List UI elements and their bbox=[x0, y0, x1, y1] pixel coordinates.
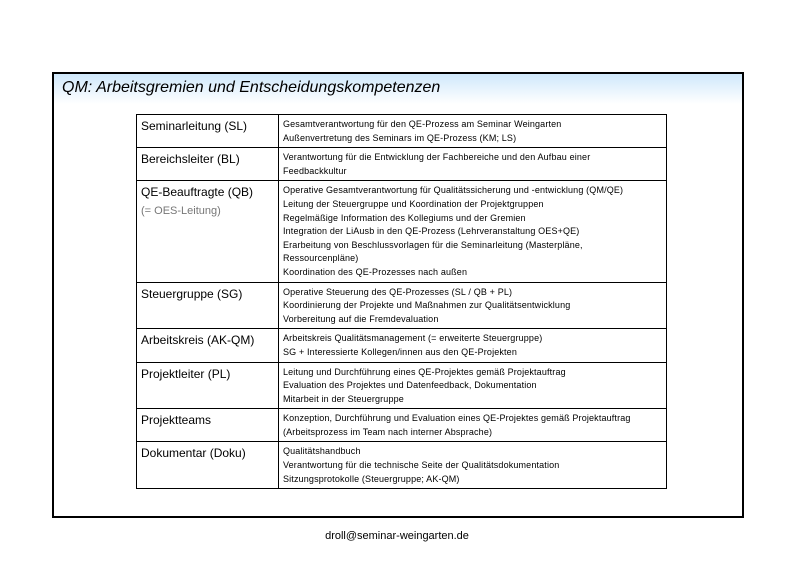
responsibility-cell bbox=[279, 362, 667, 409]
responsibility-line: Vorbereitung auf die Fremdevaluation bbox=[283, 313, 439, 324]
responsibility-line: (Arbeitsprozess im Team nach interner Absprache) bbox=[283, 426, 493, 437]
responsibility-cell bbox=[279, 329, 667, 362]
table-row bbox=[137, 115, 667, 148]
slide-frame bbox=[52, 72, 744, 518]
page-title: QM: Arbeitsgremien und Entscheidungskompetenzen bbox=[62, 79, 441, 96]
table-row bbox=[137, 148, 667, 181]
table-row bbox=[137, 282, 667, 329]
responsibility-cell bbox=[279, 442, 667, 489]
responsibility-line: Gesamtverantwortung für den QE-Prozess am Seminar Weingarten bbox=[283, 119, 562, 129]
responsibility-line: Erarbeitung von Beschlussvorlagen für die Seminarleitung (Masterpläne, bbox=[283, 239, 583, 250]
table-row bbox=[137, 181, 667, 282]
role-cell bbox=[137, 115, 279, 148]
committee-table bbox=[136, 114, 667, 489]
responsibility-line: Verantwortung für die technische Seite der Qualitätsdokumentation bbox=[283, 460, 560, 471]
role-label: Bereichsleiter (BL) bbox=[141, 152, 240, 167]
role-cell bbox=[137, 148, 279, 181]
responsibility-line: Leitung der Steuergruppe und Koordination der Projektgruppen bbox=[283, 198, 544, 209]
role-cell bbox=[137, 282, 279, 329]
committee-table-body bbox=[137, 115, 667, 489]
role-cell bbox=[137, 329, 279, 362]
footer-email: droll@seminar-weingarten.de bbox=[325, 530, 469, 542]
responsibility-line: Koordination des QE-Prozesses nach außen bbox=[283, 266, 468, 277]
title-bar bbox=[54, 74, 742, 104]
responsibility-line: Integration der LiAusb in den QE-Prozess (Lehrveranstaltung OES+QE) bbox=[283, 226, 580, 237]
responsibility-cell bbox=[279, 181, 667, 282]
role-sublabel: (= OES-Leitung) bbox=[141, 205, 221, 218]
responsibility-line: Qualitätshandbuch bbox=[283, 446, 361, 457]
responsibility-line: Operative Gesamtverantwortung für Qualitätssicherung und -entwicklung (QM/QE) bbox=[283, 185, 624, 196]
table-row bbox=[137, 329, 667, 362]
table-row bbox=[137, 442, 667, 489]
responsibility-line: Verantwortung für die Entwicklung der Fachbereiche und den Aufbau einer bbox=[283, 152, 591, 163]
responsibility-line: Sitzungsprotokolle (Steuergruppe; AK-QM) bbox=[283, 473, 460, 484]
responsibility-cell bbox=[279, 282, 667, 329]
responsibility-cell bbox=[279, 409, 667, 442]
responsibility-line: Evaluation des Projektes und Datenfeedback, Dokumentation bbox=[283, 380, 537, 391]
responsibility-line: Außenvertretung des Seminars im QE-Prozess (KM; LS) bbox=[283, 132, 517, 143]
responsibility-line: Konzeption, Durchführung und Evaluation eines QE-Projektes gemäß Projektauftrag bbox=[283, 413, 631, 424]
table-row bbox=[137, 409, 667, 442]
responsibility-cell bbox=[279, 148, 667, 181]
responsibility-line: Regelmäßige Information des Kollegiums und der Gremien bbox=[283, 212, 526, 223]
responsibility-line: Koordinierung der Projekte und Maßnahmen zur Qualitätsentwicklung bbox=[283, 300, 571, 311]
responsibility-line: Operative Steuerung des QE-Prozesses (SL / QB + PL) bbox=[283, 286, 513, 297]
table-row bbox=[137, 362, 667, 409]
role-label: QE-Beauftragte (QB) bbox=[141, 185, 254, 200]
role-label: Steuergruppe (SG) bbox=[141, 286, 243, 301]
responsibility-cell bbox=[279, 115, 667, 148]
role-cell bbox=[137, 362, 279, 409]
role-label: Dokumentar (Doku) bbox=[141, 446, 246, 461]
role-cell bbox=[137, 181, 279, 282]
responsibility-line: SG + Interessierte Kollegen/innen aus den QE-Projekten bbox=[283, 346, 517, 357]
role-label: Arbeitskreis (AK-QM) bbox=[141, 333, 255, 348]
role-label: Projektteams bbox=[141, 413, 212, 428]
responsibility-line: Feedbackkultur bbox=[283, 165, 347, 176]
role-label: Seminarleitung (SL) bbox=[141, 119, 248, 133]
responsibility-line: Ressourcenpläne) bbox=[283, 253, 359, 264]
responsibility-line: Mitarbeit in der Steuergruppe bbox=[283, 393, 404, 404]
responsibility-line: Arbeitskreis Qualitätsmanagement (= erweiterte Steuergruppe) bbox=[283, 333, 543, 344]
role-cell bbox=[137, 442, 279, 489]
role-cell bbox=[137, 409, 279, 442]
role-label: Projektleiter (PL) bbox=[141, 366, 231, 381]
responsibility-line: Leitung und Durchführung eines QE-Projektes gemäß Projektauftrag bbox=[283, 366, 566, 377]
